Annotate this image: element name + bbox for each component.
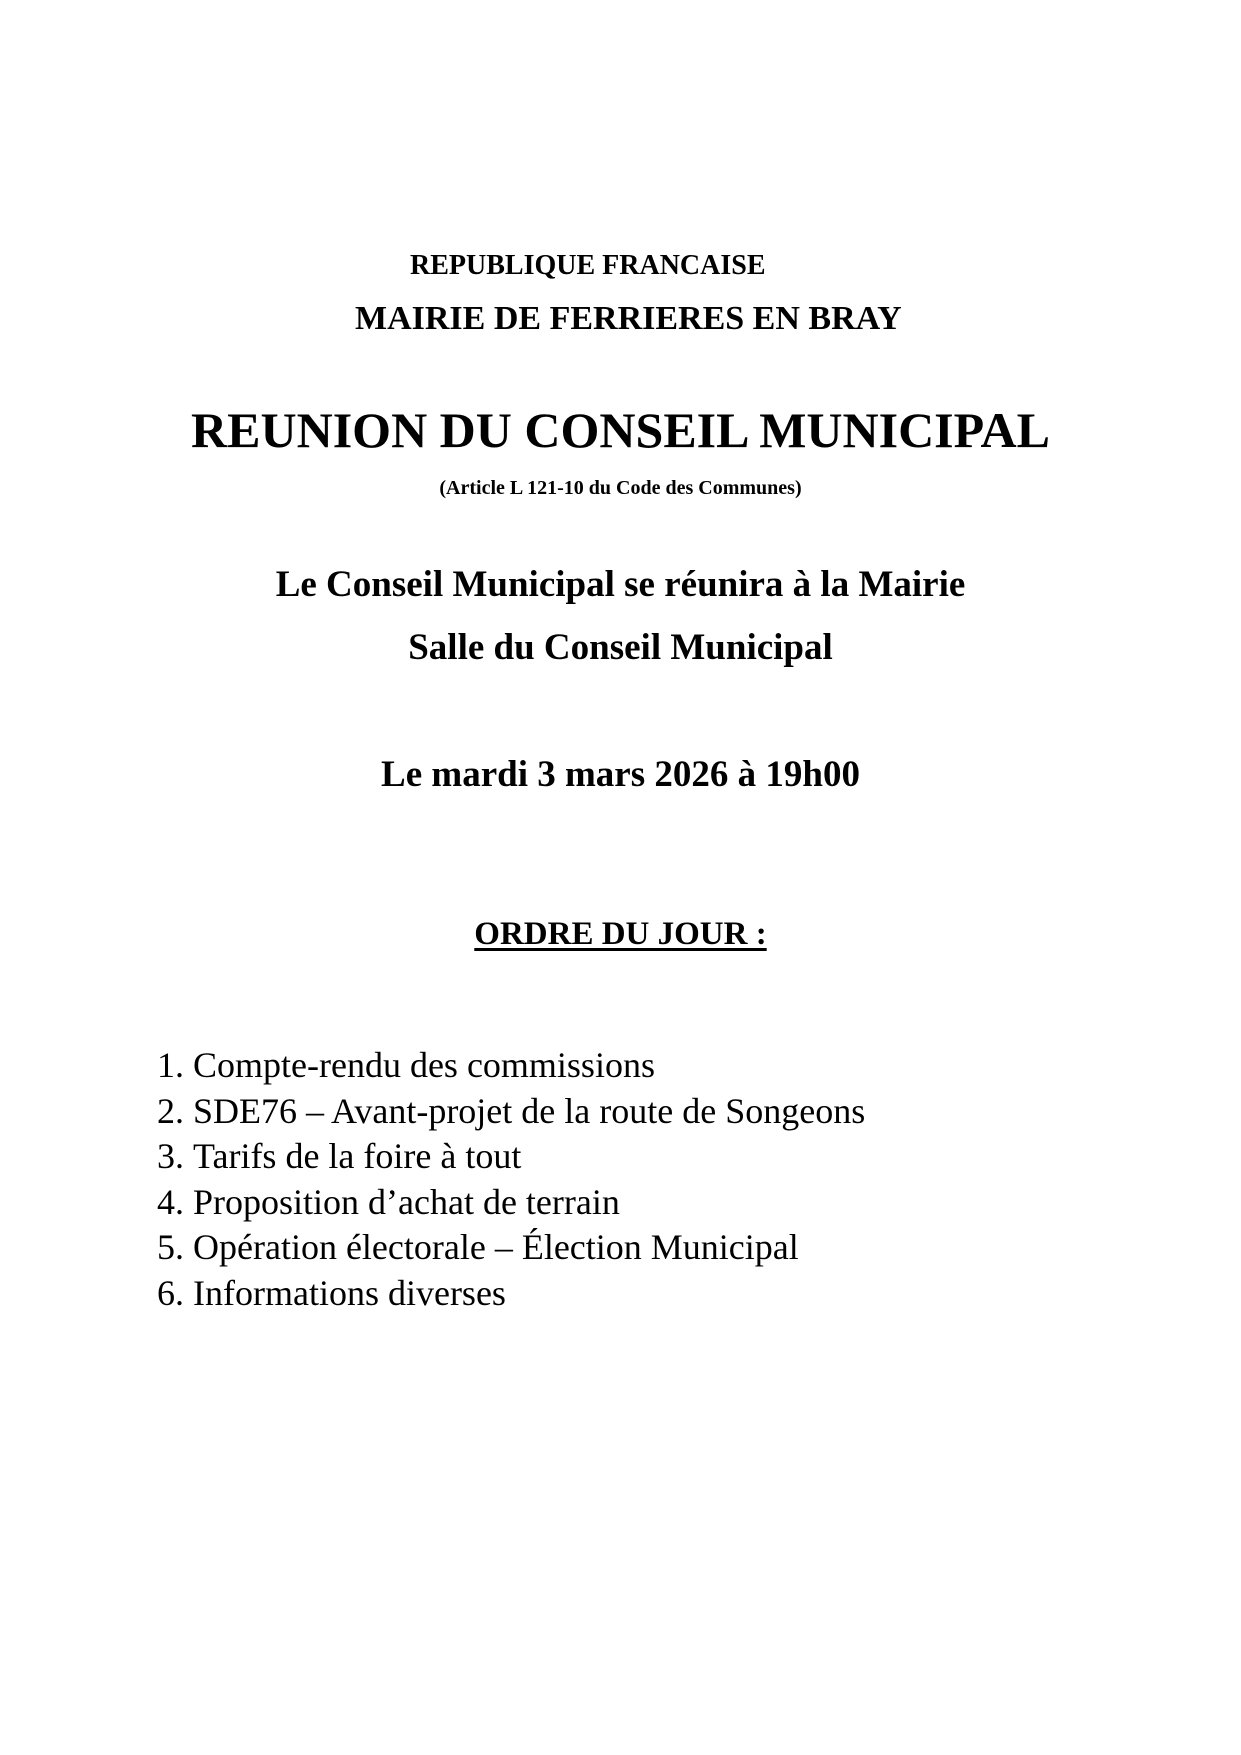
agenda-item: [157, 1225, 865, 1271]
mairie-heading: MAIRIE DE FERRIERES EN BRAY: [355, 300, 902, 337]
agenda-item-text: Opération électorale – Élection Municipal: [193, 1227, 799, 1267]
republique-heading: REPUBLIQUE FRANCAISE: [410, 250, 766, 281]
agenda-item-text: SDE76 – Avant-projet de la route de Songeons: [193, 1090, 866, 1131]
agenda-item: [157, 1043, 865, 1089]
agenda-item-number: 2.: [157, 1090, 184, 1131]
agenda-item: [157, 1134, 865, 1180]
agenda-item-text: Proposition d’achat de terrain: [193, 1181, 620, 1222]
agenda-item-number: 4.: [157, 1181, 184, 1222]
meeting-location-line2: Salle du Conseil Municipal: [408, 627, 833, 668]
meeting-location-line1: Le Conseil Municipal se réunira à la Mairie: [275, 564, 966, 605]
meeting-date: Le mardi 3 mars 2026 à 19h00: [381, 754, 860, 795]
agenda-item-number: 3.: [157, 1136, 184, 1176]
agenda-item-text: Tarifs de la foire à tout: [193, 1136, 522, 1176]
agenda-item-number: 6.: [157, 1272, 184, 1313]
page-title: REUNION DU CONSEIL MUNICIPAL: [191, 402, 1050, 458]
agenda-heading: ORDRE DU JOUR :: [474, 916, 767, 952]
article-reference: (Article L 121-10 du Code des Communes): [439, 477, 802, 499]
agenda-item: [157, 1271, 865, 1317]
agenda-list: [157, 1043, 865, 1316]
agenda-item-text: Informations diverses: [193, 1272, 506, 1313]
agenda-item-number: 5.: [157, 1227, 184, 1267]
agenda-item: [157, 1089, 865, 1135]
agenda-item-number: 1.: [157, 1045, 184, 1085]
agenda-item-text: Compte-rendu des commissions: [193, 1045, 655, 1085]
agenda-item: [157, 1180, 865, 1226]
